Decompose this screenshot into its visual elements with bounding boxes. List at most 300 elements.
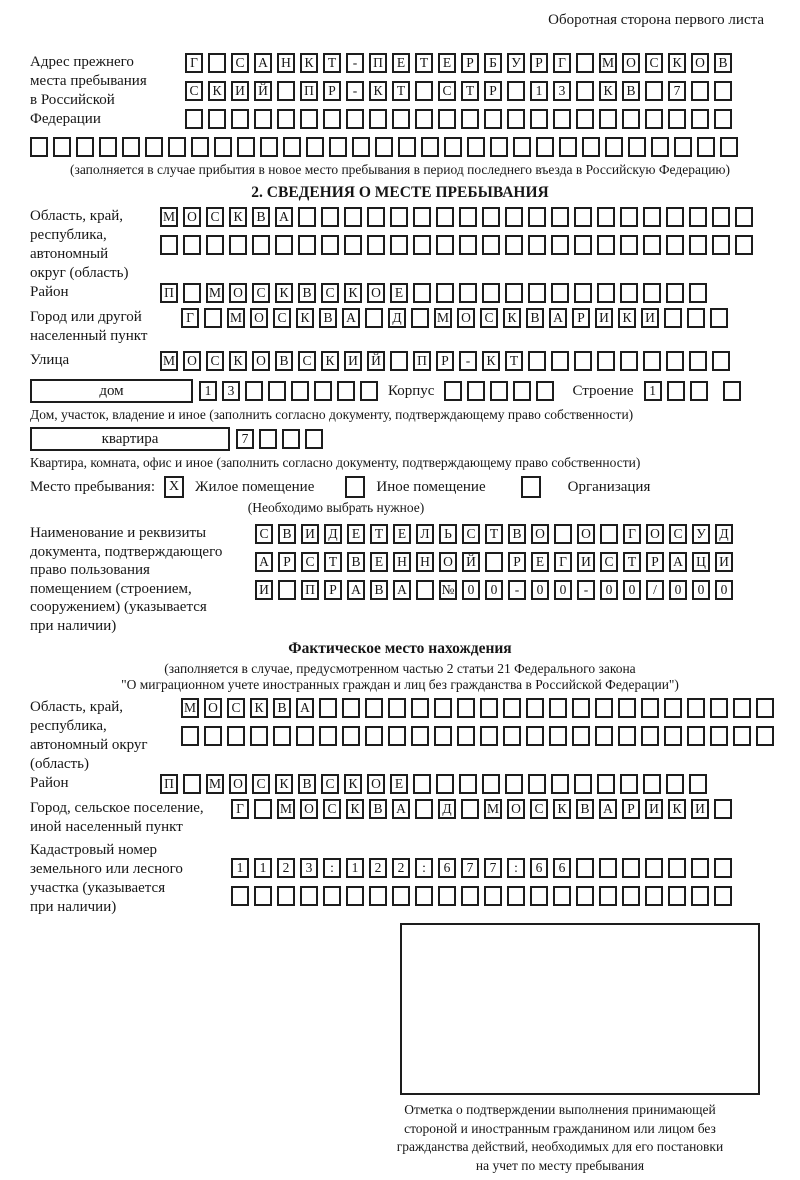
- char-cell[interactable]: [436, 774, 454, 794]
- char-cell[interactable]: [551, 207, 569, 227]
- char-cell[interactable]: [482, 235, 500, 255]
- char-cell[interactable]: С: [255, 524, 273, 544]
- char-cell[interactable]: [551, 235, 569, 255]
- char-cell[interactable]: [666, 235, 684, 255]
- char-cell[interactable]: [687, 308, 705, 328]
- char-cell[interactable]: [436, 207, 454, 227]
- char-cell[interactable]: У: [507, 53, 525, 73]
- char-cell[interactable]: [664, 726, 682, 746]
- char-cell[interactable]: [185, 109, 203, 129]
- char-cell[interactable]: [605, 137, 623, 157]
- char-cell[interactable]: О: [507, 799, 525, 819]
- char-cell[interactable]: [298, 235, 316, 255]
- char-cell[interactable]: С: [227, 698, 245, 718]
- char-cell[interactable]: [314, 381, 332, 401]
- char-cell[interactable]: [369, 109, 387, 129]
- char-cell[interactable]: -: [346, 81, 364, 101]
- char-cell[interactable]: [76, 137, 94, 157]
- char-cell[interactable]: К: [275, 774, 293, 794]
- char-cell[interactable]: К: [300, 53, 318, 73]
- char-cell[interactable]: О: [577, 524, 595, 544]
- char-cell[interactable]: [342, 726, 360, 746]
- char-cell[interactable]: О: [457, 308, 475, 328]
- char-cell[interactable]: [181, 726, 199, 746]
- char-cell[interactable]: [645, 858, 663, 878]
- char-cell[interactable]: О: [691, 53, 709, 73]
- char-cell[interactable]: [388, 726, 406, 746]
- char-cell[interactable]: [622, 858, 640, 878]
- char-cell[interactable]: Т: [323, 53, 341, 73]
- char-cell[interactable]: [714, 109, 732, 129]
- char-cell[interactable]: 2: [277, 858, 295, 878]
- char-cell[interactable]: :: [323, 858, 341, 878]
- char-cell[interactable]: [645, 81, 663, 101]
- char-cell[interactable]: Д: [715, 524, 733, 544]
- char-cell[interactable]: О: [367, 283, 385, 303]
- char-cell[interactable]: Г: [623, 524, 641, 544]
- char-cell[interactable]: Е: [347, 524, 365, 544]
- char-cell[interactable]: [337, 381, 355, 401]
- char-cell[interactable]: [576, 109, 594, 129]
- char-cell[interactable]: [183, 774, 201, 794]
- char-cell[interactable]: О: [183, 351, 201, 371]
- char-cell[interactable]: [250, 726, 268, 746]
- char-cell[interactable]: [252, 235, 270, 255]
- char-cell[interactable]: -: [346, 53, 364, 73]
- char-cell[interactable]: [574, 207, 592, 227]
- char-cell[interactable]: [461, 109, 479, 129]
- char-cell[interactable]: [484, 886, 502, 906]
- char-cell[interactable]: О: [183, 207, 201, 227]
- char-cell[interactable]: [254, 886, 272, 906]
- char-cell[interactable]: [505, 283, 523, 303]
- char-cell[interactable]: А: [347, 580, 365, 600]
- char-cell[interactable]: К: [369, 81, 387, 101]
- char-cell[interactable]: Е: [393, 524, 411, 544]
- char-cell[interactable]: Е: [370, 552, 388, 572]
- char-cell[interactable]: [99, 137, 117, 157]
- char-cell[interactable]: С: [301, 552, 319, 572]
- char-cell[interactable]: С: [298, 351, 316, 371]
- char-cell[interactable]: П: [413, 351, 431, 371]
- char-cell[interactable]: Р: [461, 53, 479, 73]
- house-box[interactable]: [30, 379, 193, 403]
- char-cell[interactable]: Й: [462, 552, 480, 572]
- char-cell[interactable]: [620, 351, 638, 371]
- char-cell[interactable]: [735, 235, 753, 255]
- char-cell[interactable]: 1: [530, 81, 548, 101]
- char-cell[interactable]: [714, 858, 732, 878]
- char-cell[interactable]: [321, 235, 339, 255]
- char-cell[interactable]: А: [342, 308, 360, 328]
- char-cell[interactable]: Ц: [692, 552, 710, 572]
- char-cell[interactable]: А: [549, 308, 567, 328]
- char-cell[interactable]: Д: [438, 799, 456, 819]
- char-cell[interactable]: [526, 698, 544, 718]
- char-cell[interactable]: [231, 886, 249, 906]
- char-cell[interactable]: И: [691, 799, 709, 819]
- char-cell[interactable]: [687, 698, 705, 718]
- char-cell[interactable]: [710, 726, 728, 746]
- char-cell[interactable]: [344, 235, 362, 255]
- char-cell[interactable]: Т: [623, 552, 641, 572]
- char-cell[interactable]: И: [641, 308, 659, 328]
- char-cell[interactable]: [528, 283, 546, 303]
- char-cell[interactable]: 2: [369, 858, 387, 878]
- char-cell[interactable]: [674, 137, 692, 157]
- char-cell[interactable]: [183, 283, 201, 303]
- char-cell[interactable]: [666, 774, 684, 794]
- char-cell[interactable]: К: [618, 308, 636, 328]
- char-cell[interactable]: [268, 381, 286, 401]
- char-cell[interactable]: Б: [484, 53, 502, 73]
- char-cell[interactable]: [712, 235, 730, 255]
- char-cell[interactable]: П: [300, 81, 318, 101]
- char-cell[interactable]: [582, 137, 600, 157]
- char-cell[interactable]: Т: [485, 524, 503, 544]
- char-cell[interactable]: 7: [668, 81, 686, 101]
- char-cell[interactable]: В: [526, 308, 544, 328]
- char-cell[interactable]: [319, 726, 337, 746]
- char-cell[interactable]: [666, 283, 684, 303]
- char-cell[interactable]: О: [439, 552, 457, 572]
- char-cell[interactable]: [503, 698, 521, 718]
- char-cell[interactable]: М: [206, 774, 224, 794]
- char-cell[interactable]: [618, 726, 636, 746]
- char-cell[interactable]: [756, 726, 774, 746]
- char-cell[interactable]: С: [185, 81, 203, 101]
- char-cell[interactable]: [687, 726, 705, 746]
- char-cell[interactable]: 7: [461, 858, 479, 878]
- char-cell[interactable]: К: [208, 81, 226, 101]
- char-cell[interactable]: №: [439, 580, 457, 600]
- char-cell[interactable]: [413, 207, 431, 227]
- char-cell[interactable]: Л: [416, 524, 434, 544]
- char-cell[interactable]: [329, 137, 347, 157]
- char-cell[interactable]: А: [254, 53, 272, 73]
- char-cell[interactable]: П: [301, 580, 319, 600]
- char-cell[interactable]: [459, 235, 477, 255]
- char-cell[interactable]: [628, 137, 646, 157]
- char-cell[interactable]: [641, 726, 659, 746]
- char-cell[interactable]: [413, 283, 431, 303]
- char-cell[interactable]: В: [714, 53, 732, 73]
- char-cell[interactable]: М: [160, 207, 178, 227]
- char-cell[interactable]: А: [669, 552, 687, 572]
- char-cell[interactable]: [620, 774, 638, 794]
- char-cell[interactable]: 0: [715, 580, 733, 600]
- char-cell[interactable]: [204, 308, 222, 328]
- char-cell[interactable]: А: [393, 580, 411, 600]
- char-cell[interactable]: [666, 351, 684, 371]
- char-cell[interactable]: [204, 726, 222, 746]
- char-cell[interactable]: [398, 137, 416, 157]
- char-cell[interactable]: [668, 109, 686, 129]
- char-cell[interactable]: С: [252, 283, 270, 303]
- char-cell[interactable]: [503, 726, 521, 746]
- char-cell[interactable]: 1: [644, 381, 662, 401]
- char-cell[interactable]: [259, 429, 277, 449]
- char-cell[interactable]: :: [415, 858, 433, 878]
- char-cell[interactable]: Г: [181, 308, 199, 328]
- char-cell[interactable]: [553, 886, 571, 906]
- char-cell[interactable]: [507, 81, 525, 101]
- char-cell[interactable]: Е: [390, 283, 408, 303]
- char-cell[interactable]: [528, 235, 546, 255]
- char-cell[interactable]: [643, 283, 661, 303]
- char-cell[interactable]: [620, 283, 638, 303]
- checkbox-other-premises[interactable]: [345, 476, 365, 498]
- char-cell[interactable]: [490, 381, 508, 401]
- char-cell[interactable]: [421, 137, 439, 157]
- char-cell[interactable]: [277, 109, 295, 129]
- char-cell[interactable]: Т: [392, 81, 410, 101]
- char-cell[interactable]: [415, 886, 433, 906]
- char-cell[interactable]: [306, 137, 324, 157]
- char-cell[interactable]: [482, 774, 500, 794]
- char-cell[interactable]: [572, 698, 590, 718]
- char-cell[interactable]: К: [346, 799, 364, 819]
- char-cell[interactable]: [574, 774, 592, 794]
- char-cell[interactable]: [436, 283, 454, 303]
- char-cell[interactable]: Й: [367, 351, 385, 371]
- char-cell[interactable]: [390, 235, 408, 255]
- char-cell[interactable]: Р: [323, 81, 341, 101]
- char-cell[interactable]: [576, 886, 594, 906]
- char-cell[interactable]: [411, 726, 429, 746]
- char-cell[interactable]: С: [321, 283, 339, 303]
- char-cell[interactable]: [528, 207, 546, 227]
- char-cell[interactable]: 2: [392, 858, 410, 878]
- char-cell[interactable]: [691, 81, 709, 101]
- char-cell[interactable]: К: [482, 351, 500, 371]
- char-cell[interactable]: [30, 137, 48, 157]
- char-cell[interactable]: [620, 207, 638, 227]
- char-cell[interactable]: Г: [553, 53, 571, 73]
- char-cell[interactable]: К: [296, 308, 314, 328]
- char-cell[interactable]: 0: [462, 580, 480, 600]
- char-cell[interactable]: [735, 207, 753, 227]
- char-cell[interactable]: В: [298, 774, 316, 794]
- char-cell[interactable]: К: [553, 799, 571, 819]
- char-cell[interactable]: С: [480, 308, 498, 328]
- char-cell[interactable]: 1: [254, 858, 272, 878]
- char-cell[interactable]: В: [576, 799, 594, 819]
- char-cell[interactable]: [530, 109, 548, 129]
- char-cell[interactable]: [574, 351, 592, 371]
- char-cell[interactable]: [346, 886, 364, 906]
- char-cell[interactable]: [645, 109, 663, 129]
- char-cell[interactable]: [689, 283, 707, 303]
- char-cell[interactable]: [467, 381, 485, 401]
- char-cell[interactable]: [756, 698, 774, 718]
- char-cell[interactable]: [300, 109, 318, 129]
- char-cell[interactable]: [480, 726, 498, 746]
- char-cell[interactable]: К: [668, 799, 686, 819]
- char-cell[interactable]: [712, 351, 730, 371]
- char-cell[interactable]: [622, 886, 640, 906]
- char-cell[interactable]: 0: [485, 580, 503, 600]
- char-cell[interactable]: [413, 235, 431, 255]
- char-cell[interactable]: [485, 552, 503, 572]
- char-cell[interactable]: [551, 774, 569, 794]
- char-cell[interactable]: [641, 698, 659, 718]
- char-cell[interactable]: [513, 381, 531, 401]
- char-cell[interactable]: [191, 137, 209, 157]
- char-cell[interactable]: [416, 580, 434, 600]
- char-cell[interactable]: 7: [236, 429, 254, 449]
- char-cell[interactable]: 0: [531, 580, 549, 600]
- char-cell[interactable]: [689, 351, 707, 371]
- char-cell[interactable]: -: [508, 580, 526, 600]
- char-cell[interactable]: [513, 137, 531, 157]
- char-cell[interactable]: [572, 726, 590, 746]
- char-cell[interactable]: В: [508, 524, 526, 544]
- char-cell[interactable]: [622, 109, 640, 129]
- char-cell[interactable]: 7: [484, 858, 502, 878]
- char-cell[interactable]: [375, 137, 393, 157]
- char-cell[interactable]: [482, 283, 500, 303]
- char-cell[interactable]: 1: [231, 858, 249, 878]
- char-cell[interactable]: И: [301, 524, 319, 544]
- char-cell[interactable]: [296, 726, 314, 746]
- char-cell[interactable]: [53, 137, 71, 157]
- char-cell[interactable]: К: [229, 207, 247, 227]
- char-cell[interactable]: [643, 351, 661, 371]
- char-cell[interactable]: 0: [600, 580, 618, 600]
- char-cell[interactable]: [122, 137, 140, 157]
- char-cell[interactable]: [599, 886, 617, 906]
- char-cell[interactable]: В: [319, 308, 337, 328]
- char-cell[interactable]: [720, 137, 738, 157]
- char-cell[interactable]: М: [277, 799, 295, 819]
- char-cell[interactable]: [574, 283, 592, 303]
- char-cell[interactable]: [413, 774, 431, 794]
- char-cell[interactable]: В: [347, 552, 365, 572]
- char-cell[interactable]: М: [181, 698, 199, 718]
- char-cell[interactable]: Н: [393, 552, 411, 572]
- char-cell[interactable]: [536, 381, 554, 401]
- char-cell[interactable]: [618, 698, 636, 718]
- char-cell[interactable]: [392, 109, 410, 129]
- char-cell[interactable]: М: [206, 283, 224, 303]
- char-cell[interactable]: [214, 137, 232, 157]
- char-cell[interactable]: [643, 207, 661, 227]
- char-cell[interactable]: [298, 207, 316, 227]
- char-cell[interactable]: [507, 886, 525, 906]
- char-cell[interactable]: [691, 858, 709, 878]
- char-cell[interactable]: О: [646, 524, 664, 544]
- char-cell[interactable]: [168, 137, 186, 157]
- char-cell[interactable]: [597, 207, 615, 227]
- char-cell[interactable]: 6: [438, 858, 456, 878]
- char-cell[interactable]: [277, 886, 295, 906]
- char-cell[interactable]: [643, 235, 661, 255]
- char-cell[interactable]: В: [252, 207, 270, 227]
- char-cell[interactable]: [344, 207, 362, 227]
- char-cell[interactable]: [559, 137, 577, 157]
- char-cell[interactable]: [620, 235, 638, 255]
- char-cell[interactable]: [459, 283, 477, 303]
- char-cell[interactable]: [145, 137, 163, 157]
- char-cell[interactable]: 0: [669, 580, 687, 600]
- char-cell[interactable]: [436, 235, 454, 255]
- char-cell[interactable]: [697, 137, 715, 157]
- char-cell[interactable]: С: [462, 524, 480, 544]
- char-cell[interactable]: С: [321, 774, 339, 794]
- char-cell[interactable]: [666, 207, 684, 227]
- char-cell[interactable]: [411, 308, 429, 328]
- char-cell[interactable]: С: [206, 207, 224, 227]
- char-cell[interactable]: [277, 81, 295, 101]
- char-cell[interactable]: [484, 109, 502, 129]
- char-cell[interactable]: А: [255, 552, 273, 572]
- char-cell[interactable]: М: [484, 799, 502, 819]
- char-cell[interactable]: Д: [324, 524, 342, 544]
- char-cell[interactable]: К: [503, 308, 521, 328]
- char-cell[interactable]: О: [367, 774, 385, 794]
- char-cell[interactable]: [365, 726, 383, 746]
- char-cell[interactable]: 3: [553, 81, 571, 101]
- char-cell[interactable]: Р: [646, 552, 664, 572]
- char-cell[interactable]: [323, 109, 341, 129]
- char-cell[interactable]: Т: [461, 81, 479, 101]
- char-cell[interactable]: [390, 207, 408, 227]
- char-cell[interactable]: [323, 886, 341, 906]
- char-cell[interactable]: П: [369, 53, 387, 73]
- char-cell[interactable]: 3: [300, 858, 318, 878]
- char-cell[interactable]: [457, 726, 475, 746]
- char-cell[interactable]: [528, 774, 546, 794]
- char-cell[interactable]: [467, 137, 485, 157]
- checkbox-organization[interactable]: [521, 476, 541, 498]
- char-cell[interactable]: [714, 886, 732, 906]
- char-cell[interactable]: [282, 429, 300, 449]
- char-cell[interactable]: [600, 524, 618, 544]
- char-cell[interactable]: [245, 381, 263, 401]
- char-cell[interactable]: [530, 886, 548, 906]
- char-cell[interactable]: [160, 235, 178, 255]
- char-cell[interactable]: [576, 858, 594, 878]
- char-cell[interactable]: [723, 381, 741, 401]
- char-cell[interactable]: В: [278, 524, 296, 544]
- char-cell[interactable]: К: [344, 774, 362, 794]
- char-cell[interactable]: Р: [436, 351, 454, 371]
- char-cell[interactable]: [365, 698, 383, 718]
- char-cell[interactable]: Е: [438, 53, 456, 73]
- char-cell[interactable]: [342, 698, 360, 718]
- char-cell[interactable]: [595, 698, 613, 718]
- char-cell[interactable]: [461, 886, 479, 906]
- char-cell[interactable]: [321, 207, 339, 227]
- char-cell[interactable]: И: [577, 552, 595, 572]
- char-cell[interactable]: П: [160, 283, 178, 303]
- char-cell[interactable]: [208, 53, 226, 73]
- char-cell[interactable]: А: [296, 698, 314, 718]
- char-cell[interactable]: А: [275, 207, 293, 227]
- char-cell[interactable]: [300, 886, 318, 906]
- char-cell[interactable]: К: [668, 53, 686, 73]
- char-cell[interactable]: [651, 137, 669, 157]
- char-cell[interactable]: [346, 109, 364, 129]
- char-cell[interactable]: [505, 207, 523, 227]
- char-cell[interactable]: [227, 726, 245, 746]
- char-cell[interactable]: [643, 774, 661, 794]
- char-cell[interactable]: М: [160, 351, 178, 371]
- char-cell[interactable]: Т: [324, 552, 342, 572]
- char-cell[interactable]: [576, 81, 594, 101]
- char-cell[interactable]: Г: [231, 799, 249, 819]
